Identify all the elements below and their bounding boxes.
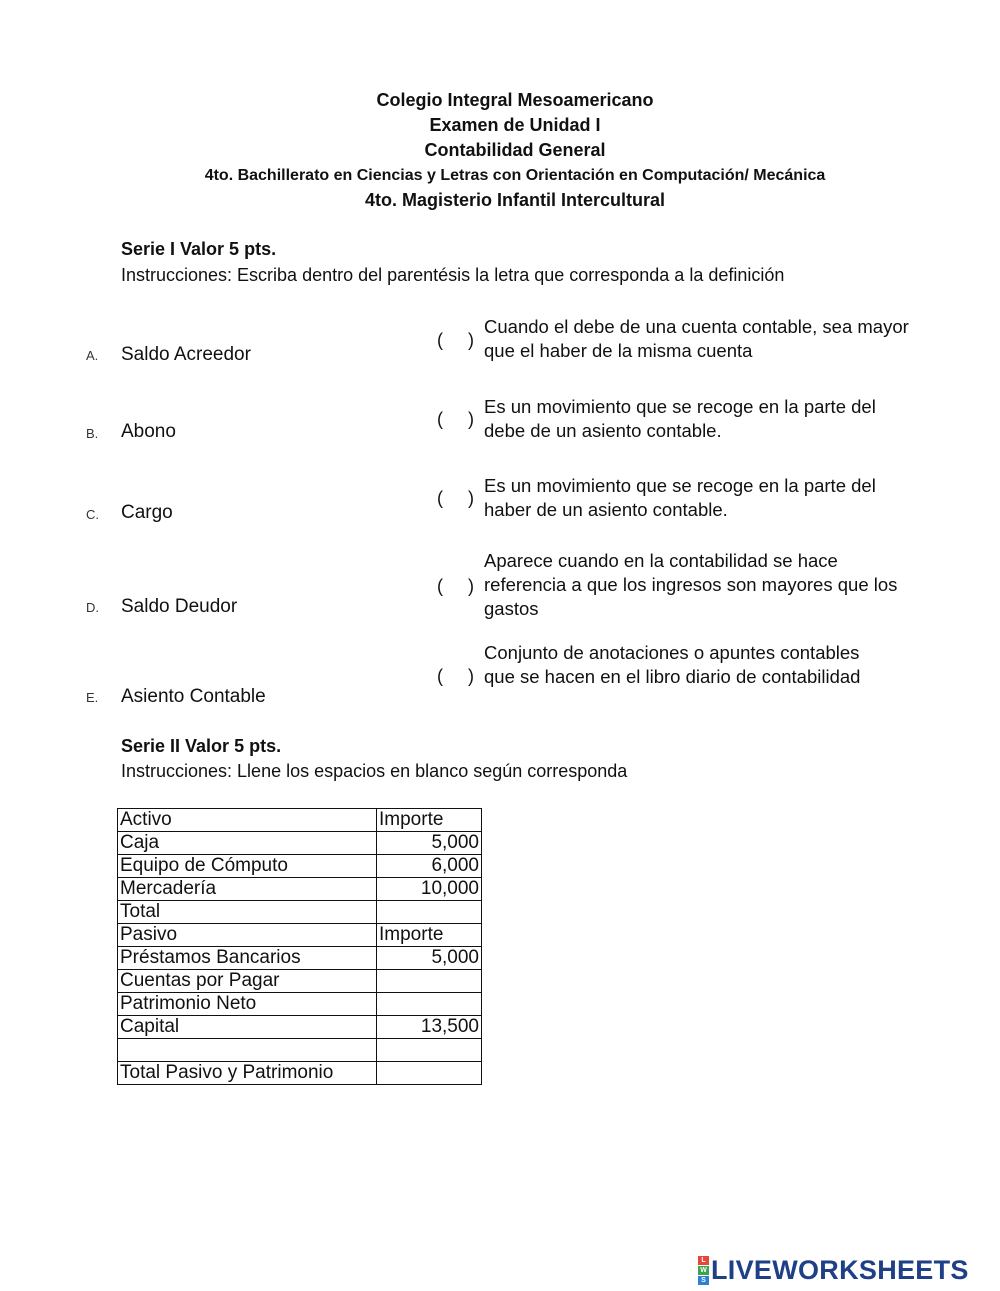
table-row xyxy=(118,878,482,901)
brand-text: LIVEWORKSHEETS xyxy=(711,1255,969,1285)
item-letter-c: C. xyxy=(86,507,99,522)
document-header xyxy=(0,88,1000,213)
answer-paren-1[interactable]: ( ) xyxy=(437,330,474,350)
table-row xyxy=(118,1016,482,1039)
amount-blank-field[interactable] xyxy=(377,1039,482,1062)
amount-blank-field[interactable] xyxy=(377,1062,482,1085)
serie1-instructions: Instrucciones: Escriba dentro del parentésis la letra que corresponda a la definición xyxy=(121,265,785,285)
amount-blank-field[interactable] xyxy=(377,970,482,993)
account-label: Cuentas por Pagar xyxy=(118,970,377,993)
amount-cell: 5,000 xyxy=(377,832,482,855)
item-term-e: Asiento Contable xyxy=(121,686,266,707)
account-label: Equipo de Cómputo xyxy=(118,855,377,878)
definition-2: Es un movimiento que se recoge en la parte del debe de un asiento contable. xyxy=(484,396,876,441)
grade-line-2: 4to. Magisterio Infantil Intercultural xyxy=(364,190,666,210)
definition-5: Conjunto de anotaciones o apuntes contables que se hacen en el libro diario de contabilidad xyxy=(484,642,861,687)
account-label: Patrimonio Neto xyxy=(118,993,377,1016)
school-name: Colegio Integral Mesoamericano xyxy=(376,90,654,110)
table-row xyxy=(118,832,482,855)
account-label: Mercadería xyxy=(118,878,377,901)
logo-block-w: W xyxy=(698,1266,709,1275)
amount-cell: 10,000 xyxy=(377,878,482,901)
amount-cell: 5,000 xyxy=(377,947,482,970)
amount-cell: 6,000 xyxy=(377,855,482,878)
table-row xyxy=(118,901,482,924)
account-label: Total Pasivo y Patrimonio xyxy=(118,1062,377,1085)
account-label: Caja xyxy=(118,832,377,855)
table-row xyxy=(118,970,482,993)
table-row xyxy=(118,924,482,947)
logo-blocks-icon xyxy=(698,1256,709,1285)
table-row xyxy=(118,809,482,832)
item-term-c: Cargo xyxy=(121,502,173,523)
liveworksheets-logo xyxy=(698,1255,969,1286)
definition-1: Cuando el debe de una cuenta contable, sea mayor que el haber de la misma cuenta xyxy=(484,316,909,361)
table-row xyxy=(118,1062,482,1085)
account-label: Total xyxy=(118,901,377,924)
answer-paren-2[interactable]: ( ) xyxy=(437,409,474,429)
account-label: Préstamos Bancarios xyxy=(118,947,377,970)
amount-blank-field[interactable] xyxy=(377,901,482,924)
amount-cell: 13,500 xyxy=(377,1016,482,1039)
amount-cell: Importe xyxy=(377,809,482,832)
definition-3: Es un movimiento que se recoge en la parte del haber de un asiento contable. xyxy=(484,475,876,520)
balance-table xyxy=(117,808,482,1085)
serie2-title: Serie II Valor 5 pts. xyxy=(121,736,282,756)
grade-line-1: 4to. Bachillerato en Ciencias y Letras con Orientación en Computación/ Mecánica xyxy=(204,167,826,184)
answer-paren-4[interactable]: ( ) xyxy=(437,576,474,596)
item-term-b: Abono xyxy=(121,421,176,442)
answer-paren-5[interactable]: ( ) xyxy=(437,666,474,686)
account-label: Activo xyxy=(118,809,377,832)
serie1-title: Serie I Valor 5 pts. xyxy=(121,239,277,259)
logo-block-l: L xyxy=(698,1256,709,1265)
item-term-a: Saldo Acreedor xyxy=(121,344,251,365)
account-label: Pasivo xyxy=(118,924,377,947)
item-term-d: Saldo Deudor xyxy=(121,596,238,617)
table-row xyxy=(118,947,482,970)
item-letter-b: B. xyxy=(86,426,99,441)
item-letter-e: E. xyxy=(86,690,99,705)
answer-paren-3[interactable]: ( ) xyxy=(437,488,474,508)
account-label: Capital xyxy=(118,1016,377,1039)
table-row xyxy=(118,855,482,878)
amount-blank-field[interactable] xyxy=(377,993,482,1016)
item-letter-d: D. xyxy=(86,600,99,615)
serie2-instructions: Instrucciones: Llene los espacios en blanco según corresponda xyxy=(121,761,628,781)
exam-title: Examen de Unidad I xyxy=(429,115,601,135)
table-row xyxy=(118,1039,482,1062)
table-row xyxy=(118,993,482,1016)
account-label xyxy=(118,1039,377,1062)
logo-block-s: S xyxy=(698,1276,709,1285)
definition-4: Aparece cuando en la contabilidad se hace referencia a que los ingresos son mayores que los gastos xyxy=(484,550,898,619)
amount-cell: Importe xyxy=(377,924,482,947)
item-letter-a: A. xyxy=(86,348,99,363)
subject-title: Contabilidad General xyxy=(424,140,606,160)
